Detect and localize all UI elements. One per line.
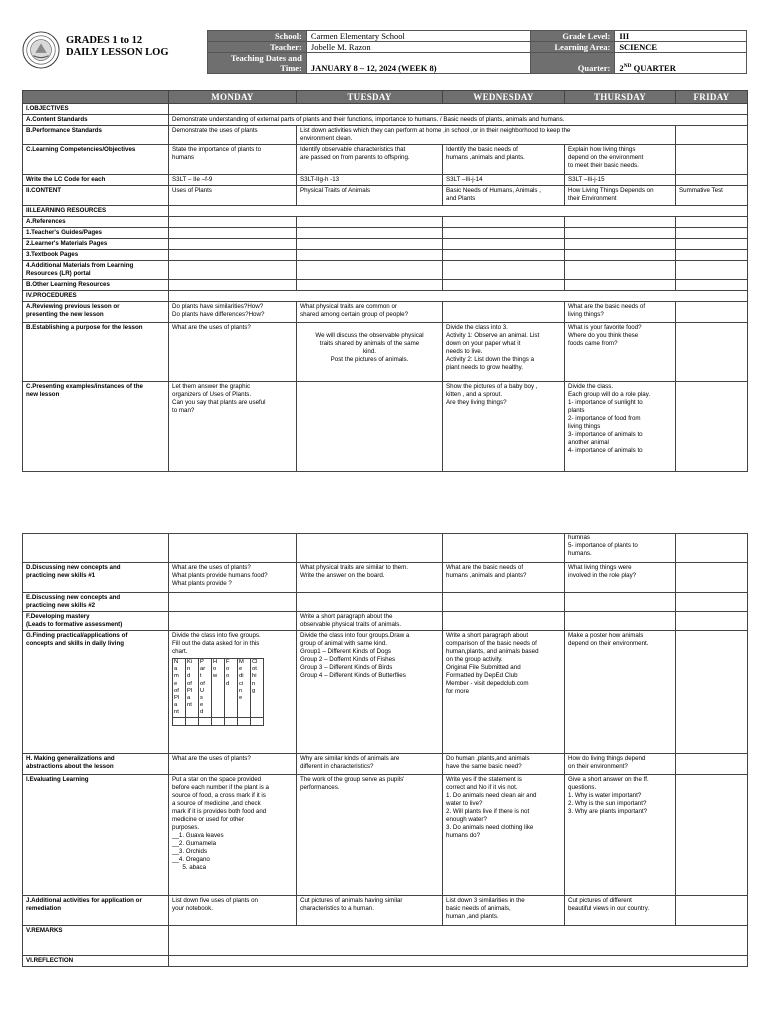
procedures-label: IV.PROCEDURES (23, 291, 169, 302)
lc-code-mon: S3LT – IIe –f-9 (169, 175, 297, 186)
other-resources-row (23, 280, 748, 291)
grade-level-label: Grade Level: (531, 31, 615, 42)
finding-mon: Divide the class into five groups. Fill out the data asked for in this chart. N a m e of Pl a nt Ki n d of Pl a nt P ar t of U s e d H o w F o o d M e di ci n e Cl ot hi n g (169, 631, 297, 754)
finding-wed: Write a short paragraph about comparison of the basic needs of human,plants, and animals based on the group activity. Original File Submitted and Formatted by DepEd Club Member - visit depedclub.com for more (443, 631, 565, 754)
additional-materials-row (23, 261, 748, 280)
teacher-value: Jobelle M. Razon (306, 42, 531, 53)
other-resources-label: B.Other Learning Resources (23, 280, 169, 291)
quarter-value: 2ND QUARTER (615, 53, 747, 74)
quarter-label: Quarter: (531, 53, 615, 74)
generalizations-tue: Why are similar kinds of animals are different in characteristics? (297, 754, 443, 775)
dates-value: JANUARY 8 – 12, 2024 (WEEK 8) (306, 53, 531, 74)
performance-standards-label: B.Performance Standards (23, 126, 169, 145)
content-standards-text: Demonstrate understanding of external parts of plants and their functions, importance to humans. / Basic needs of plants, animals and humans. (169, 115, 748, 126)
remarks-row (23, 926, 748, 956)
grade-level-value: III (615, 31, 747, 42)
chart-col-clothing: Cl ot hi n g (251, 659, 264, 718)
presenting-thu-cont: humnas 5- importance of plants to humans. (565, 534, 676, 563)
competencies-mon: State the importance of plants to humans (169, 145, 297, 175)
generalizations-label: H. Making generalizations and abstractions about the lesson (23, 754, 169, 775)
teachers-guide-label: 1.Teacher's Guides/Pages (23, 228, 169, 239)
deped-seal-logo (22, 31, 60, 69)
discussing1-row (23, 563, 748, 593)
additional-activities-row (23, 896, 748, 926)
competencies-wed: Identify the basic needs of humans ,animals and plants. (443, 145, 565, 175)
competencies-row (23, 145, 748, 175)
presenting-thu: Divide the class. Each group will do a role play. 1- importance of sunlight to plants 2- importance of food from living things 3- importance of animals to another animal 4- importance of animals to (565, 382, 676, 472)
chart-col-how: H o w (212, 659, 225, 718)
reflection-row (23, 956, 748, 967)
generalizations-thu: How do living things depend on their environment? (565, 754, 676, 775)
chart-col-name-of-plant: N a m e of Pl a nt (173, 659, 186, 718)
day-thursday: THURSDAY (565, 91, 676, 104)
evaluating-wed: Write yes if the statement is correct and No if it vis not. 1. Do animals need clean air and water to live? 2. Will plants live if there is not enough water? 3. Do animals need clothing like humans do? (443, 775, 565, 896)
school-value: Carmen Elementary School (306, 31, 531, 42)
performance-standards-row (23, 126, 748, 145)
chart-col-medicine: M e di ci n e (238, 659, 251, 718)
purpose-row (23, 323, 748, 382)
mastery-label: F.Developing mastery (Leads to formative assessment) (23, 612, 169, 631)
purpose-tue: We will discuss the observable physical traits shared by animals of the same kind. Post the pictures of animals. (297, 323, 443, 382)
textbook-pages-label: 3.Textbook Pages (23, 250, 169, 261)
content-standards-row (23, 115, 748, 126)
day-wednesday: WEDNESDAY (443, 91, 565, 104)
learning-area-value: SCIENCE (615, 42, 747, 53)
content-tue: Physical Traits of Animals (297, 186, 443, 206)
content-label: II.CONTENT (23, 186, 169, 206)
presenting-row (23, 382, 748, 472)
chart-col-food: F o o d (225, 659, 238, 718)
content-fri: Summative Test (676, 186, 748, 206)
mastery-row (23, 612, 748, 631)
chart-col-kind-of-plant: Ki n d of Pl a nt (186, 659, 199, 718)
purpose-thu: What is your favorite food? Where do you think these foods came from? (565, 323, 676, 382)
lc-code-thu: S3LT –IIi-j-15 (565, 175, 676, 186)
additional-materials-label: 4.Additional Materials from Learning Resources (LR) portal (23, 261, 169, 280)
document-title (66, 35, 169, 59)
discussing1-label: D.Discussing new concepts and practicing new skills #1 (23, 563, 169, 593)
school-label: School: (208, 31, 307, 42)
day-tuesday: TUESDAY (297, 91, 443, 104)
purpose-wed: Divide the class into 3. Activity 1: Observe an animal. List down on your paper what it needs to live. Activity 2: List down the things a plant needs to grow healthy. (443, 323, 565, 382)
learners-materials-row (23, 239, 748, 250)
title-grades: GRADES 1 to 12 (66, 35, 143, 46)
presenting-wed: Show the pictures of a baby boy , kitten , and a sprout. Are they living things? (443, 382, 565, 472)
references-row (23, 217, 748, 228)
additional-mon: List down five uses of plants on your notebook. (169, 896, 297, 926)
lc-code-row (23, 175, 748, 186)
reviewing-label: A.Reviewing previous lesson or presenting the new lesson (23, 302, 169, 323)
additional-tue: Cut pictures of animals having similar characteristics to a human. (297, 896, 443, 926)
day-header-row (23, 91, 748, 104)
presenting-mon: Let them answer the graphic organizers of Uses of Plants. Can you say that plants are useful to man? (169, 382, 297, 472)
content-standards-label: A.Content Standards (23, 115, 169, 126)
additional-activities-label: J.Additional activities for application or remediation (23, 896, 169, 926)
additional-thu: Cut pictures of different beautiful views in our country. (565, 896, 676, 926)
header-info-table (207, 30, 747, 74)
procedures-row (23, 291, 748, 302)
finding-thu: Make a poster how animals depend on their environment. (565, 631, 676, 754)
teacher-label: Teacher: (208, 42, 307, 53)
competencies-label: C.Learning Competencies/Objectives (23, 145, 169, 175)
learners-materials-label: 2.Learner's Materials Pages (23, 239, 169, 250)
evaluating-label: I.Evaluating Learning (23, 775, 169, 896)
discussing2-label: E.Discussing new concepts and practicing new skills #2 (23, 593, 169, 612)
performance-mon: Demonstrate the uses of plants (169, 126, 297, 145)
remarks-label: V.REMARKS (23, 926, 169, 956)
chart-col-part-used: P ar t of U s e d (199, 659, 212, 718)
title-dll: DAILY LESSON LOG (66, 47, 169, 58)
generalizations-wed: Do human ,plants,and animals have the same basic need? (443, 754, 565, 775)
discussing1-wed: What are the basic needs of humans ,animals and plants? (443, 563, 565, 593)
discussing1-mon: What are the uses of plants? What plants provide humans food? What plants provide ? (169, 563, 297, 593)
content-thu: How Living Things Depends on their Environment (565, 186, 676, 206)
textbook-pages-row (23, 250, 748, 261)
day-friday: FRIDAY (676, 91, 748, 104)
lc-code-label: Write the LC Code for each (23, 175, 169, 186)
objectives-row (23, 104, 748, 115)
evaluating-tue: The work of the group serve as pupils' performances. (297, 775, 443, 896)
generalizations-mon: What are the uses of plants? (169, 754, 297, 775)
lesson-log-table-page1 (22, 90, 748, 472)
reviewing-row (23, 302, 748, 323)
finding-label: G.Finding practical/applications of concepts and skills in daily living (23, 631, 169, 754)
resources-label: III.LEARNING RESOURCES (23, 206, 169, 217)
finding-row (23, 631, 748, 754)
lesson-log-table-page2 (22, 533, 748, 967)
evaluating-thu: Give a short answer on the ff. questions. 1. Why is water important? 2. Why is the sun important? 3. Why are plants important? (565, 775, 676, 896)
additional-wed: List down 3 similarities in the basic needs of animals, human ,and plants. (443, 896, 565, 926)
resources-row (23, 206, 748, 217)
references-label: A.References (23, 217, 169, 228)
teachers-guide-row (23, 228, 748, 239)
competencies-tue: Identify observable characteristics that are passed on from parents to offspring. (297, 145, 443, 175)
dates-label: Teaching Dates and Time: (208, 53, 307, 74)
purpose-mon: What are the uses of plants? (169, 323, 297, 382)
presenting-cont-row (23, 534, 748, 563)
finding-tue: Divide the class into four groups.Draw a group of animal with same kind. Group1 – Different Kinds of Dogs Group 2 – Doffernt Kinds of Fishes Group 3 – Different Kinds of Birds Group 4 – Different Kinds of Butterflies (297, 631, 443, 754)
reflection-label: VI.REFLECTION (23, 956, 169, 967)
evaluating-mon: Put a star on the space provided before each number if the plant is a source of food, a cross mark if it is a source of medicine ,and check mark if it is provides both food and medicine or used for other purposes. __1. Guava leaves __2. Gumamela __3. Orchids __4. Oregano 5. abaca (169, 775, 297, 896)
reviewing-thu: What are the basic needs of living things? (565, 302, 676, 323)
evaluating-row (23, 775, 748, 896)
discussing2-row (23, 593, 748, 612)
generalizations-row (23, 754, 748, 775)
content-mon: Uses of Plants (169, 186, 297, 206)
reviewing-tue: What physical traits are common or shared among certain group of people? (297, 302, 443, 323)
reviewing-mon: Do plants have similarities?How? Do plants have differences?How? (169, 302, 297, 323)
purpose-label: B.Establishing a purpose for the lesson (23, 323, 169, 382)
mastery-tue: Write a short paragraph about the observable physical traits of animals. (297, 612, 443, 631)
presenting-label: C.Presenting examples/instances of the new lesson (23, 382, 169, 472)
plant-uses-chart (172, 658, 264, 726)
performance-tue-thu: List down activities which they can perform at home ,in school ,or in their neighborhood to keep the environment clean. (297, 126, 676, 145)
lc-code-tue: S3LT-IIg-h -13 (297, 175, 443, 186)
learning-area-label: Learning Area: (531, 42, 615, 53)
objectives-label: I.OBJECTIVES (23, 104, 169, 115)
content-wed: Basic Needs of Humans, Animals , and Plants (443, 186, 565, 206)
discussing1-thu: What living things were involved in the role play? (565, 563, 676, 593)
discussing1-tue: What physical traits are similar to them. Write the answer on the board. (297, 563, 443, 593)
competencies-thu: Explain how living things depend on the environment to meet their basic needs. (565, 145, 676, 175)
day-monday: MONDAY (169, 91, 297, 104)
content-row (23, 186, 748, 206)
lc-code-wed: S3LT –IIi-j-14 (443, 175, 565, 186)
